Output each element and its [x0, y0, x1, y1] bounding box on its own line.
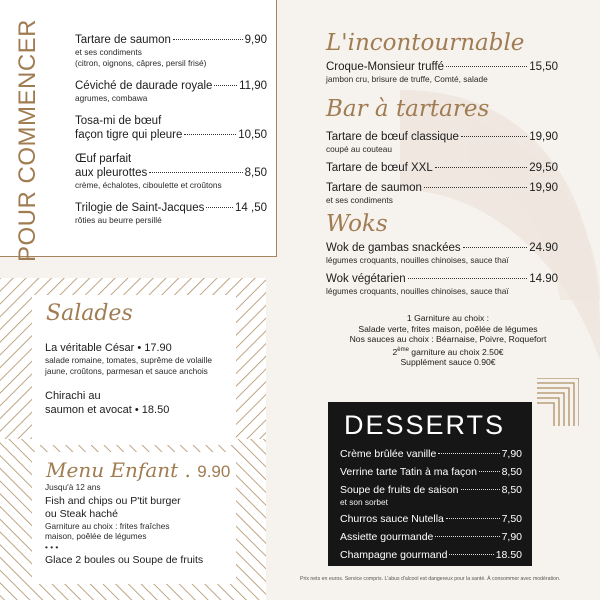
item-desc: légumes croquants, nouilles chinoises, sauce thaï — [326, 286, 509, 296]
menu-enfant-title — [46, 458, 230, 482]
pour-commencer-list — [75, 33, 267, 232]
item-name: Soupe de fruits de saison — [340, 484, 459, 496]
menu-item — [75, 152, 267, 191]
menu-item — [340, 513, 522, 526]
menu-enfant-garniture: Garniture au choix : frites fraîches — [45, 520, 170, 531]
item-name: Tartare de bœuf XXL — [326, 162, 433, 174]
garniture-line: Supplément sauce 0.90€ — [400, 356, 496, 367]
item-price: 8,50 — [501, 484, 522, 496]
menu-item — [340, 484, 522, 508]
item-name: Wok végétarien — [326, 273, 406, 285]
menu-item — [326, 130, 558, 155]
item-name: La véritable César • 17.90 — [45, 342, 172, 354]
item-name: Tosa-mi de bœuf — [75, 115, 162, 127]
item-desc: et ses condiments — [326, 195, 393, 205]
item-price: 14 ,50 — [235, 202, 267, 214]
item-price: 19,90 — [529, 182, 558, 194]
menu-enfant-title-text: Menu Enfant . — [46, 458, 191, 482]
menu-enfant-line: Fish and chips ou P'tit burger — [45, 494, 181, 507]
incontournable-title: L'incontournable — [326, 30, 525, 56]
item-name: Crème brûlée vanille — [340, 448, 437, 460]
menu-item — [75, 33, 267, 69]
menu-item — [326, 161, 558, 175]
item-name: aux pleurottes — [75, 167, 148, 179]
menu-item — [75, 201, 267, 226]
item-name: Croque-Monsieur truffé — [326, 61, 445, 73]
item-name: Verrine tarte Tatin à ma façon — [340, 466, 477, 478]
item-desc: jaune, croûtons, parmesan et sauce anchois — [45, 366, 208, 376]
garniture-info — [318, 313, 578, 367]
item-name: façon tigre qui pleure — [75, 129, 183, 141]
item-name: Œuf parfait — [75, 153, 132, 165]
menu-item — [75, 114, 267, 142]
item-name: Tartare de saumon — [75, 34, 171, 46]
item-name: Assiette gourmande — [340, 531, 434, 543]
woks-title: Woks — [326, 211, 388, 237]
menu-enfant-card — [32, 452, 236, 584]
garniture-num: 2 — [392, 346, 398, 357]
item-price: 15,50 — [529, 61, 558, 73]
menu-item — [326, 181, 558, 206]
footer-note: Prix nets en euros. Service compris. L'abus d'alcool est dangereux pour la santé. À consommer avec modération. — [300, 576, 561, 582]
item-price: 7,90 — [501, 448, 522, 460]
bar-tartares-section — [326, 96, 558, 212]
decorative-square-pattern — [537, 378, 579, 426]
menu-item — [340, 466, 522, 479]
item-price: 7,90 — [501, 531, 522, 543]
garniture-line: 1 Garniture au choix : — [406, 313, 490, 323]
item-desc: salade romaine, tomates, suprême de volaille — [45, 355, 212, 365]
menu-enfant-dots: • • • — [45, 541, 59, 552]
item-price: 7,50 — [501, 513, 522, 525]
item-name: Chirachi au — [45, 390, 101, 402]
item-name: Champagne gourmand — [340, 549, 448, 561]
item-price: 18.50 — [495, 549, 522, 561]
menu-enfant-garniture: maison, poêlée de légumes — [45, 531, 147, 541]
item-price: 14.90 — [529, 273, 558, 285]
menu-item — [340, 549, 522, 562]
item-desc: agrumes, combawa — [75, 93, 148, 103]
item-name: Céviché de daurade royale — [75, 80, 213, 92]
item-price: 10,50 — [238, 129, 267, 141]
woks-section — [326, 211, 558, 303]
item-name: Churros sauce Nutella — [340, 513, 444, 525]
menu-item — [75, 79, 267, 104]
salades-title: Salades — [46, 301, 133, 326]
item-price: 8,50 — [244, 167, 267, 179]
garniture-line — [318, 345, 578, 357]
garniture-sup: ème — [397, 346, 409, 353]
bar-tartares-title: Bar à tartares — [326, 96, 490, 122]
item-name: saumon et avocat • 18.50 — [45, 404, 170, 416]
item-desc: coupé au couteau — [326, 144, 392, 154]
item-price: 19,90 — [529, 131, 558, 143]
menu-enfant-price: 9.90 — [197, 462, 231, 481]
item-desc: et ses condiments — [75, 47, 142, 57]
garniture-line: Nos sauces au choix : Béarnaise, Poivre, Roquefort — [349, 334, 547, 344]
incontournable-section — [326, 30, 558, 91]
menu-item — [45, 389, 231, 417]
menu-item — [340, 448, 522, 461]
menu-enfant-dessert: Glace 2 boules ou Soupe de fruits — [45, 554, 204, 566]
item-price: 8,50 — [501, 466, 522, 478]
item-name: Wok de gambas snackées — [326, 242, 461, 254]
menu-item — [326, 60, 558, 85]
item-price: 24.90 — [529, 242, 558, 254]
menu-item — [326, 241, 558, 266]
menu-item — [340, 531, 522, 544]
item-desc: (citron, oignons, câpres, persil frisé) — [75, 58, 207, 68]
item-name: Tartare de bœuf classique — [326, 131, 459, 143]
item-desc: légumes croquants, nouilles chinoises, sauce thaï — [326, 255, 509, 265]
item-desc: crème, échalotes, ciboulette et croûtons — [75, 180, 222, 190]
garniture-line: Salade verte, frites maison, poêlée de légumes — [358, 323, 538, 334]
desserts-card — [328, 402, 532, 566]
item-price: 9,90 — [244, 34, 267, 46]
menu-item — [326, 272, 558, 297]
item-price: 11,90 — [239, 80, 267, 92]
menu-enfant-age: Jusqu'à 12 ans — [45, 482, 101, 492]
item-desc: rôties au beurre persillé — [75, 215, 162, 225]
pour-commencer-title: POUR COMMENCER — [14, 18, 41, 262]
item-desc: jambon cru, brisure de truffe, Comté, salade — [326, 74, 488, 84]
item-desc: et son sorbet — [340, 497, 388, 507]
garniture-rest: garniture au choix 2.50€ — [408, 346, 504, 357]
item-name: Tartare de saumon — [326, 182, 422, 194]
menu-item — [45, 341, 231, 377]
menu-enfant-line: ou Steak haché — [45, 507, 118, 520]
salades-card — [32, 295, 236, 445]
desserts-title: DESSERTS — [344, 410, 506, 440]
item-name: Trilogie de Saint-Jacques — [75, 202, 205, 214]
item-price: 29,50 — [529, 162, 558, 174]
